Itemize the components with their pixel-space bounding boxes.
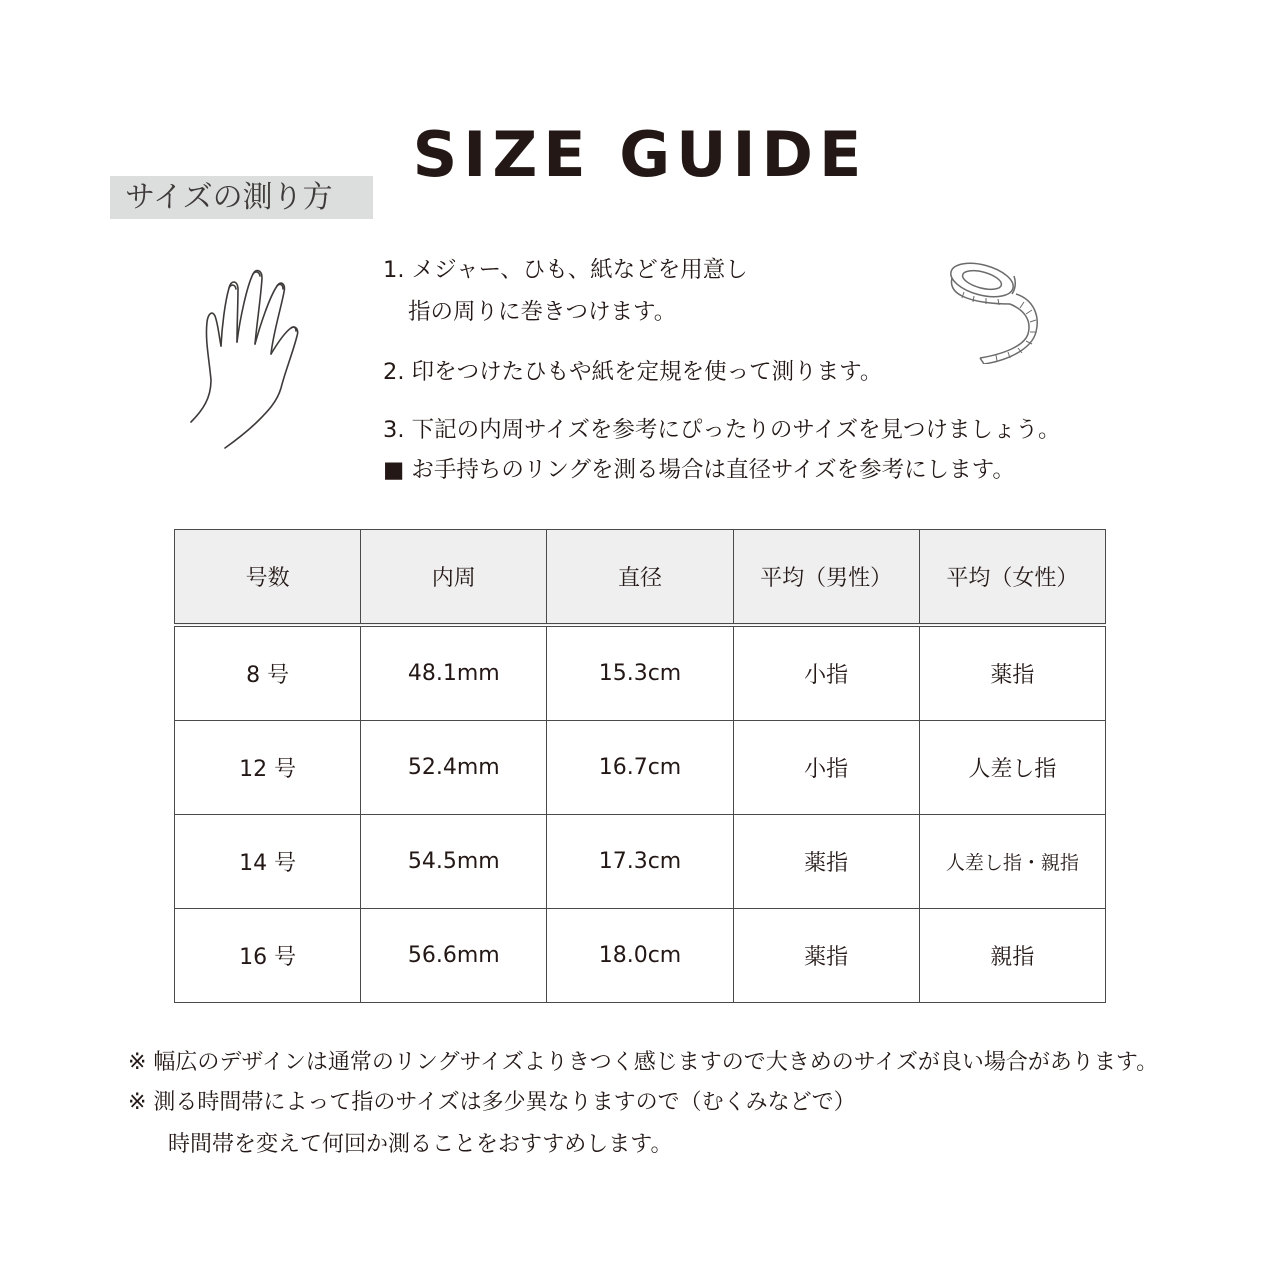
cell-average-male: 薬指: [733, 815, 919, 909]
cell-average-male: 小指: [733, 625, 919, 721]
cell-inner-circumference: 54.5mm: [361, 815, 547, 909]
cell-inner-circumference: 56.6mm: [361, 909, 547, 1003]
header-inner-circumference: 内周: [361, 530, 547, 626]
step-1-line-1: 1. メジャー、ひも、紙などを用意し: [383, 257, 748, 283]
step-1-line-2: 指の周りに巻きつけます。: [408, 299, 677, 325]
header-average-female: 平均（女性）: [919, 530, 1105, 626]
cell-average-female: 薬指: [919, 625, 1105, 721]
cell-size: 14 号: [175, 815, 361, 909]
cell-inner-circumference: 48.1mm: [361, 625, 547, 721]
cell-diameter: 15.3cm: [547, 625, 733, 721]
step-note: ■ お手持ちのリングを測る場合は直径サイズを参考にします。: [383, 457, 1015, 483]
section-label: サイズの測り方: [110, 176, 373, 219]
table-row: [175, 815, 1106, 909]
header-size-number: 号数: [175, 530, 361, 626]
size-table: [174, 529, 1106, 1003]
header-diameter: 直径: [547, 530, 733, 626]
cell-average-male: 薬指: [733, 909, 919, 1003]
cell-average-male: 小指: [733, 721, 919, 815]
cell-diameter: 17.3cm: [547, 815, 733, 909]
table-row: [175, 909, 1106, 1003]
step-2: 2. 印をつけたひもや紙を定規を使って測ります。: [383, 359, 883, 385]
header-average-male: 平均（男性）: [733, 530, 919, 626]
measuring-tape-icon: [944, 256, 1040, 364]
step-3: 3. 下記の内周サイズを参考にぴったりのサイズを見つけましょう。: [383, 417, 1061, 443]
note-2-continued: 時間帯を変えて何回か測ることをおすすめします。: [168, 1132, 673, 1157]
cell-size: 16 号: [175, 909, 361, 1003]
cell-diameter: 16.7cm: [547, 721, 733, 815]
note-2: ※ 測る時間帯によって指のサイズは多少異なりますので（むくみなどで）: [128, 1090, 856, 1115]
cell-diameter: 18.0cm: [547, 909, 733, 1003]
cell-average-female: 人差し指: [919, 721, 1105, 815]
hand-icon: [185, 262, 305, 452]
cell-average-female: 親指: [919, 909, 1105, 1003]
table-row: [175, 721, 1106, 815]
cell-size: 8 号: [175, 625, 361, 721]
cell-inner-circumference: 52.4mm: [361, 721, 547, 815]
cell-size: 12 号: [175, 721, 361, 815]
cell-average-female: 人差し指・親指: [919, 815, 1105, 909]
table-row: [175, 625, 1106, 721]
note-1: ※ 幅広のデザインは通常のリングサイズよりきつく感じますので大きめのサイズが良い場合があります。: [128, 1050, 1159, 1075]
table-header-row: [175, 530, 1106, 626]
page-title: SIZE GUIDE: [412, 118, 868, 191]
